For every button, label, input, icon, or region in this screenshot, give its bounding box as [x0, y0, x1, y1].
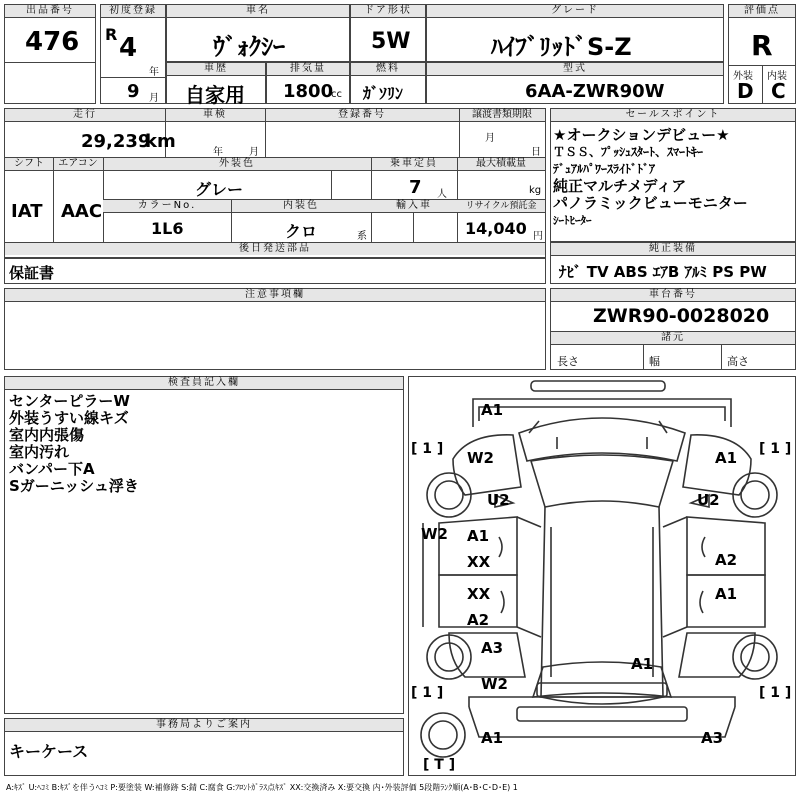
- ac-label: エアコン: [53, 158, 103, 171]
- caution-box: [4, 288, 546, 370]
- displacement-box: [266, 62, 350, 104]
- reg-year: 4: [119, 33, 138, 63]
- inspector-label: 検査員記入欄: [5, 377, 403, 390]
- recycle-label: リサイクル預託金: [457, 200, 545, 213]
- sales-point-line: ﾃﾞｭｱﾙﾊﾟﾜｰｽﾗｲﾄﾞﾄﾞｱ: [553, 162, 656, 176]
- mark-rear-left: A1: [481, 729, 504, 747]
- insp-month-unit: 月: [249, 147, 259, 158]
- capacity: 7: [409, 177, 422, 198]
- ext-label: 外装: [733, 71, 753, 82]
- mark-roof-rear: A1: [631, 655, 654, 673]
- ext-color-label: 外装色: [103, 158, 371, 171]
- inspector-line: 室内汚れ: [9, 443, 70, 461]
- inspector-box: [4, 376, 404, 714]
- tire-mark-rr: [ 1 ]: [759, 685, 792, 701]
- model-box: [426, 62, 724, 104]
- mark-rear-right: A3: [701, 729, 724, 747]
- era: R: [105, 25, 118, 44]
- ac: AAC: [61, 201, 103, 222]
- color-no: 1L6: [151, 219, 184, 238]
- inspector-line: 室内内張傷: [9, 426, 85, 444]
- int-color: クロ: [285, 222, 318, 241]
- door-label: ドア形状: [351, 5, 425, 18]
- later-parts-value: 保証書: [9, 264, 55, 282]
- mark-right-front-fender: U2: [697, 491, 720, 509]
- later-parts-box: [4, 258, 546, 284]
- tire-mark-rl: [ 1 ]: [411, 685, 444, 701]
- displacement-label: 排気量: [267, 63, 349, 76]
- chassis-label: 車台番号: [551, 289, 795, 302]
- mark-left-side: W2: [421, 525, 448, 543]
- later-parts-label: 後日発送部品: [5, 243, 545, 255]
- spec-length: 長さ: [557, 355, 579, 368]
- vehicle-info-block: [4, 108, 546, 258]
- caution-label: 注意事項欄: [5, 289, 545, 302]
- door-type: 5W: [371, 29, 411, 54]
- fuel-label: 燃料: [351, 63, 425, 76]
- mark-left-front-fender-top: W2: [467, 449, 494, 467]
- sales-point-line: ｼｰﾄﾋｰﾀｰ: [553, 214, 592, 227]
- ext-grade: D: [737, 79, 754, 103]
- car-name: ｳﾞｫｸｼｰ: [213, 33, 285, 61]
- recycle-unit: 円: [533, 231, 543, 242]
- score-label: 評価点: [729, 5, 795, 18]
- grade-box: [426, 4, 724, 62]
- office-value: キーケース: [9, 742, 89, 761]
- mark-right-front-fender-top: A1: [715, 449, 738, 467]
- int-color-unit: 系: [357, 231, 367, 242]
- inspector-line: センターピラーW: [9, 392, 130, 410]
- first-reg-label: 初度登録: [101, 5, 165, 18]
- insp-year-unit: 年: [213, 147, 223, 158]
- history-label: 車歴: [167, 63, 265, 76]
- car-name-label: 車名: [167, 5, 349, 18]
- sales-point-line: ★オークションデビュー★: [553, 126, 730, 144]
- mark-left-quarter: A3: [481, 639, 504, 657]
- mark-front-bumper: A1: [481, 401, 504, 419]
- spec-width: 幅: [649, 355, 660, 368]
- ext-color: グレー: [195, 180, 244, 199]
- int-grade: C: [771, 79, 786, 103]
- door-box: [350, 4, 426, 62]
- equipment-box: [550, 242, 796, 284]
- tire-mark-fl: [ 1 ]: [411, 441, 444, 457]
- mark-left-rear-door-a: XX: [467, 585, 491, 603]
- lot-box: [4, 4, 96, 104]
- equipment-value: ﾅﾋﾞ TV ABS ｴｱB ｱﾙﾐ PS PW: [559, 263, 767, 281]
- int-label: 内装: [767, 71, 787, 82]
- history-box: [166, 62, 266, 107]
- office-box: [4, 718, 404, 776]
- shift-label: シフト: [5, 158, 53, 171]
- mark-left-front-fender: U2: [487, 491, 510, 509]
- mark-right-rear-door: A1: [715, 585, 738, 603]
- transfer-month: 月: [485, 133, 495, 144]
- mileage: 29,239: [81, 131, 151, 152]
- load-unit: kg: [529, 185, 542, 196]
- mark-left-front-door-b: XX: [467, 553, 491, 571]
- sales-point-line: 純正マルチメディア: [553, 177, 687, 195]
- score-box: [728, 4, 796, 104]
- fuel: ｶﾞｿﾘﾝ: [363, 84, 404, 103]
- inspector-line: バンパー下A: [9, 460, 95, 478]
- tire-mark-spare: [ T ]: [423, 757, 456, 773]
- shift: IAT: [11, 201, 43, 222]
- mileage-unit: km: [145, 131, 176, 152]
- inspector-line: 外装うすい線キズ: [9, 409, 129, 427]
- inspection-label: 車検: [165, 109, 265, 122]
- mark-left-front-door-a: A1: [467, 527, 490, 545]
- sales-point-line: パノラミックビューモニター: [553, 194, 748, 212]
- car-name-box: [166, 4, 350, 62]
- grade-label: グレード: [427, 5, 723, 18]
- mileage-label: 走行: [5, 109, 165, 122]
- mark-right-front-door: A2: [715, 551, 738, 569]
- month-unit: 月: [149, 93, 159, 104]
- recycle: 14,040: [465, 219, 527, 238]
- tire-mark-fr: [ 1 ]: [759, 441, 792, 457]
- load-label: 最大積載量: [457, 158, 545, 171]
- transfer-day: 日: [531, 147, 541, 158]
- fuel-box: [350, 62, 426, 104]
- year-unit: 年: [149, 67, 159, 78]
- model: 6AA-ZWR90W: [525, 81, 665, 102]
- import-label: 輸入車: [371, 200, 457, 213]
- lot-number: 476: [25, 27, 80, 57]
- capacity-unit: 人: [437, 189, 447, 200]
- chassis-box: [550, 288, 796, 370]
- specs-label: 諸元: [551, 332, 795, 345]
- office-label: 事務局よりご案内: [5, 719, 403, 732]
- chassis-number: ZWR90-0028020: [593, 305, 770, 327]
- spec-height: 高さ: [727, 355, 749, 368]
- displacement: 1800: [283, 81, 334, 102]
- history: 自家用: [185, 83, 245, 107]
- equipment-label: 純正装備: [551, 243, 795, 256]
- sales-points-label: セールスポイント: [551, 109, 795, 122]
- legend: A:ｷｽﾞ U:ﾍｺﾐ B:ｷｽﾞを伴うﾍｺﾐ P:要塗装 W:補修跡 S:錆 C:腐食 G:ﾌﾛﾝﾄｶﾞﾗｽ点ｷｽﾞ XX:交換済み X:要交換 内･外装評価 5段階ﾗﾝｸ順(A･B･C･D･E) 1: [6, 783, 518, 792]
- reg-month: 9: [127, 81, 140, 102]
- inspector-line: Sガーニッシュ浮き: [9, 477, 139, 495]
- int-color-label: 内装色: [231, 200, 371, 213]
- model-label: 型式: [427, 63, 723, 76]
- transfer-label: 譲渡書類期限: [459, 109, 545, 122]
- grade: ﾊｲﾌﾞﾘｯﾄﾞS-Z: [491, 33, 632, 61]
- sales-point-line: ＴＳＳ、ﾌﾟｯｼｭｽﾀｰﾄ、ｽﾏｰﾄｷｰ: [553, 145, 704, 159]
- sales-points-box: [550, 108, 796, 242]
- reg-no-label: 登録番号: [265, 109, 459, 122]
- car-outline: [409, 377, 795, 775]
- mark-left-rear-door-b: A2: [467, 611, 490, 629]
- damage-diagram: [408, 376, 796, 776]
- lot-label: 出品番号: [5, 5, 95, 18]
- displacement-unit: cc: [331, 89, 342, 100]
- first-registration-box: [100, 4, 166, 104]
- capacity-label: 乗車定員: [371, 158, 457, 171]
- mark-left-quarter-b: W2: [481, 675, 508, 693]
- color-no-label: カラーNo.: [103, 200, 231, 213]
- score: R: [751, 29, 773, 62]
